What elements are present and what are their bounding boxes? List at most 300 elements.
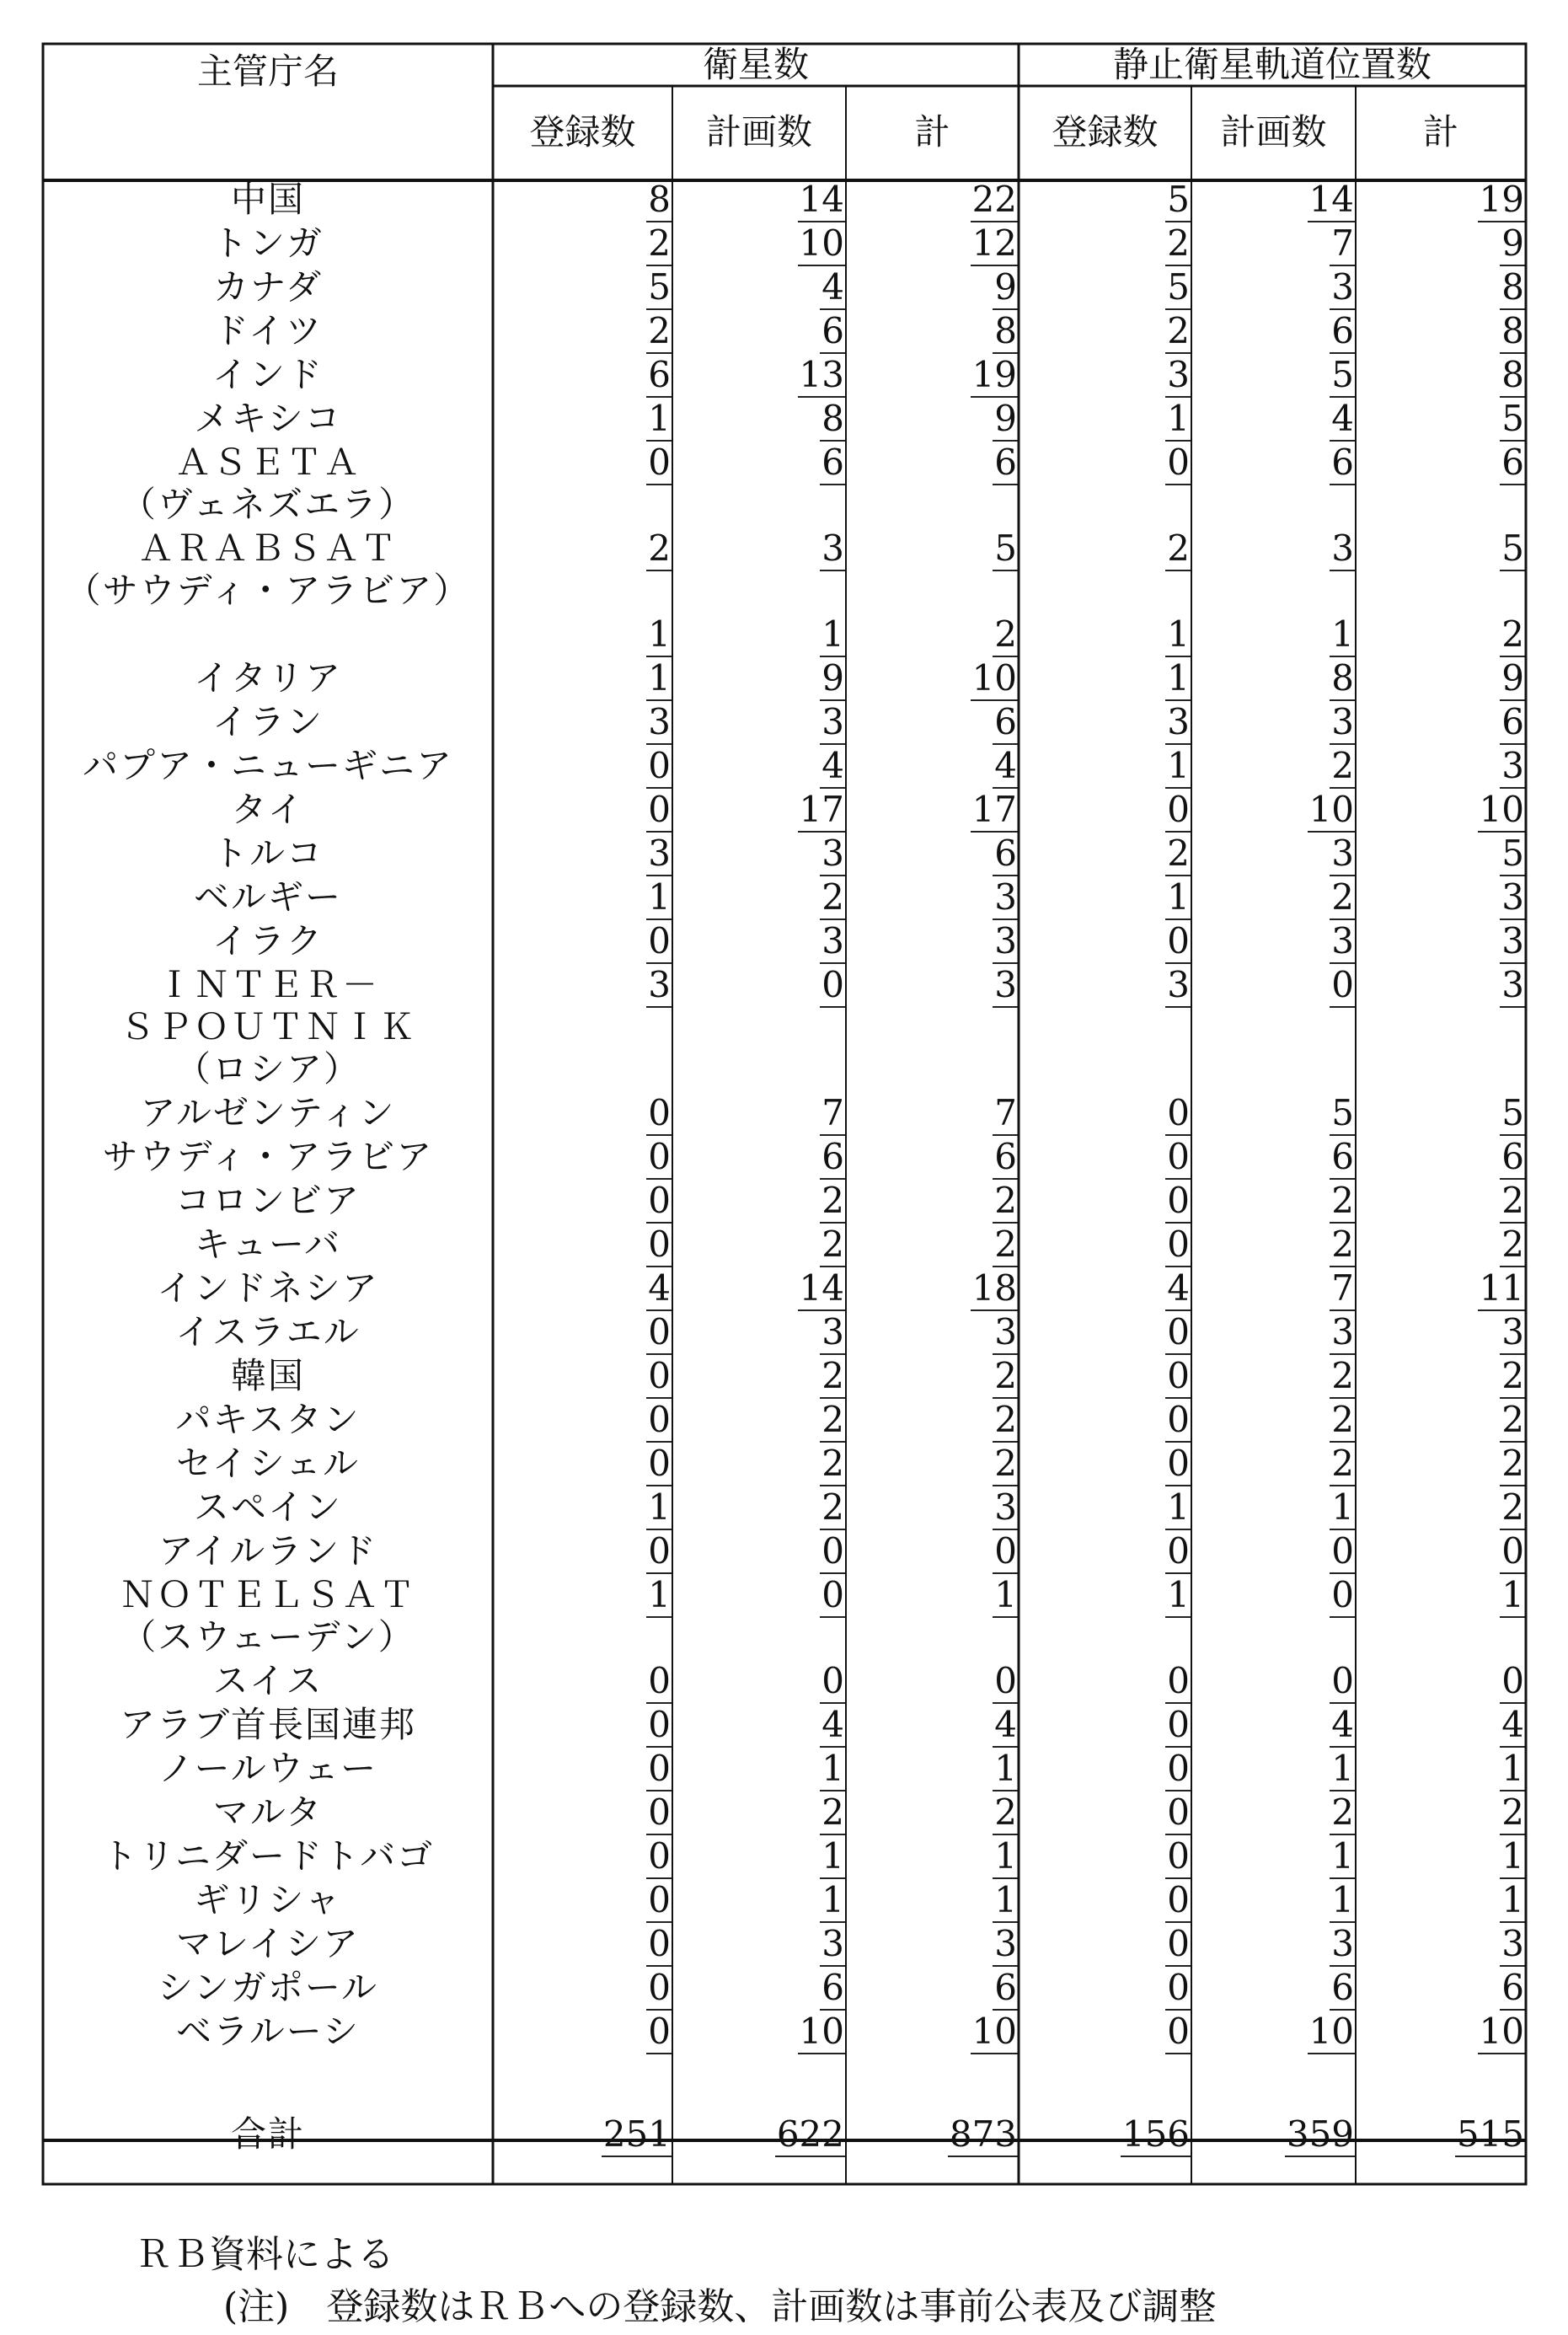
value-sat-planned: 1 xyxy=(820,1879,846,1923)
cell-geo-total xyxy=(1356,745,1526,789)
admin-name: パプア・ニューギニア xyxy=(82,745,453,786)
cell-geo-total xyxy=(1356,1092,1526,1136)
cell-sat-registered xyxy=(493,528,672,613)
table-row xyxy=(43,745,1526,789)
value-geo-total: 3 xyxy=(1500,920,1526,964)
cell-sat-registered xyxy=(493,964,672,1092)
value-sat-planned: 3 xyxy=(820,920,846,964)
value-sat-total: 22 xyxy=(971,179,1019,222)
value-sat-registered: 2 xyxy=(646,528,672,571)
value-sat-registered: 0 xyxy=(646,1879,672,1923)
value-sat-total: 2 xyxy=(993,1399,1019,1443)
value-sat-registered: 3 xyxy=(646,833,672,876)
value-geo-planned: 2 xyxy=(1330,1224,1356,1267)
value-sat-registered: 0 xyxy=(646,1092,672,1136)
cell-sat-total xyxy=(846,1530,1019,1574)
value-sat-total: 1 xyxy=(993,1574,1019,1618)
cell-sat-planned xyxy=(672,1660,846,1704)
cell-geo-registered xyxy=(1019,398,1191,442)
value-geo-total: 6 xyxy=(1500,1967,1526,2011)
cell-geo-registered xyxy=(1019,745,1191,789)
value-geo-total: 5 xyxy=(1500,528,1526,571)
cell-geo-total xyxy=(1356,179,1526,222)
cell-sat-registered xyxy=(493,745,672,789)
cell-geo-registered xyxy=(1019,1530,1191,1574)
value-sat-planned: 4 xyxy=(820,1704,846,1748)
table-row xyxy=(43,1092,1526,1136)
table-row xyxy=(43,310,1526,354)
value-geo-registered: 0 xyxy=(1165,1660,1191,1704)
value-sat-planned: 2 xyxy=(820,1443,846,1486)
table-row xyxy=(43,1267,1526,1311)
value-geo-planned: 6 xyxy=(1330,1967,1356,2011)
spacer-row xyxy=(43,2054,1526,2113)
header-geo-positions: 静止衛星軌道位置数 xyxy=(1113,44,1432,85)
table-row xyxy=(43,442,1526,528)
cell-geo-registered xyxy=(1019,266,1191,310)
cell-geo-planned xyxy=(1191,354,1356,398)
value-sat-planned: 10 xyxy=(798,222,846,266)
value-sat-planned: 1 xyxy=(820,1748,846,1791)
admin-name: ベルギー xyxy=(193,876,342,918)
cell-sat-planned xyxy=(672,1136,846,1180)
cell-sat-registered xyxy=(493,1136,672,1180)
cell-sat-total xyxy=(846,1660,1019,1704)
admin-name: シンガポール xyxy=(157,1967,379,2008)
cell-sat-planned xyxy=(672,310,846,354)
value-geo-registered: 0 xyxy=(1165,1399,1191,1443)
table-row xyxy=(43,833,1526,876)
value-sat-registered: 0 xyxy=(646,1224,672,1267)
empty-cell xyxy=(1019,2054,1191,2113)
value-geo-planned: 0 xyxy=(1330,964,1356,1008)
admin-name: スイス xyxy=(212,1660,324,1701)
table-row xyxy=(43,1748,1526,1791)
table-row xyxy=(43,1791,1526,1835)
cell-sat-registered xyxy=(493,1224,672,1267)
admin-name: マレイシア xyxy=(176,1923,360,1964)
value-geo-registered: 0 xyxy=(1165,1967,1191,2011)
value-sat-planned: 13 xyxy=(798,354,846,398)
value-sat-registered: 0 xyxy=(646,1748,672,1791)
value-geo-total: 4 xyxy=(1500,1704,1526,1748)
cell-sat-total xyxy=(846,964,1019,1092)
value-sat-total: 8 xyxy=(993,310,1019,354)
value-geo-total: 1 xyxy=(1500,1748,1526,1791)
cell-geo-registered xyxy=(1019,1224,1191,1267)
cell-geo-total xyxy=(1356,964,1526,1092)
header-admin: 主管庁名 xyxy=(196,51,339,92)
cell-geo-planned xyxy=(1191,1136,1356,1180)
cell-geo-registered xyxy=(1019,613,1191,657)
value-geo-planned: 3 xyxy=(1330,1923,1356,1967)
table-row xyxy=(43,964,1526,1092)
value-geo-planned: 8 xyxy=(1330,657,1356,701)
admin-name: アイルランド xyxy=(158,1530,378,1572)
cell-geo-total xyxy=(1356,1835,1526,1879)
value-sat-total: 2 xyxy=(993,1180,1019,1224)
value-geo-planned: 4 xyxy=(1330,398,1356,442)
value-geo-planned: 1 xyxy=(1330,1879,1356,1923)
value-geo-planned: 6 xyxy=(1330,442,1356,485)
value-sat-planned: 1 xyxy=(820,613,846,657)
cell-sat-planned xyxy=(672,657,846,701)
value-sat-planned: 14 xyxy=(798,179,846,222)
value-sat-registered: 251 xyxy=(602,2113,672,2157)
value-geo-total: 3 xyxy=(1500,876,1526,920)
cell-sat-total xyxy=(846,1092,1019,1136)
value-geo-registered: 5 xyxy=(1165,266,1191,310)
cell-sat-registered xyxy=(493,2011,672,2054)
value-geo-planned: 0 xyxy=(1330,1530,1356,1574)
cell-geo-planned xyxy=(1191,1443,1356,1486)
value-geo-total: 515 xyxy=(1455,2113,1526,2157)
cell-sat-planned xyxy=(672,1267,846,1311)
value-geo-total: 2 xyxy=(1500,1180,1526,1224)
value-sat-total: 6 xyxy=(993,442,1019,485)
value-sat-total: 6 xyxy=(993,1136,1019,1180)
value-geo-total: 3 xyxy=(1500,745,1526,789)
cell-sat-total xyxy=(846,1967,1019,2011)
cell-sat-registered xyxy=(493,398,672,442)
value-geo-planned: 2 xyxy=(1330,745,1356,789)
cell-geo-planned xyxy=(1191,442,1356,528)
cell-sat-total xyxy=(846,1704,1019,1748)
admin-name: インド xyxy=(211,354,324,395)
cell-geo-registered xyxy=(1019,701,1191,745)
value-geo-registered: 1 xyxy=(1165,613,1191,657)
cell-sat-planned xyxy=(672,266,846,310)
value-sat-planned: 3 xyxy=(820,1311,846,1355)
value-sat-total: 3 xyxy=(993,1311,1019,1355)
value-geo-planned: 2 xyxy=(1330,1443,1356,1486)
cell-geo-registered xyxy=(1019,789,1191,833)
value-geo-planned: 4 xyxy=(1330,1704,1356,1748)
cell-sat-planned xyxy=(672,964,846,1092)
table-row xyxy=(43,1530,1526,1574)
table-row xyxy=(43,2011,1526,2054)
cell-geo-registered xyxy=(1019,1574,1191,1660)
cell-geo-registered xyxy=(1019,354,1191,398)
cell-sat-total xyxy=(846,1748,1019,1791)
cell-geo-total xyxy=(1356,266,1526,310)
value-geo-registered: 0 xyxy=(1165,442,1191,485)
table-row xyxy=(43,1486,1526,1530)
value-sat-registered: 0 xyxy=(646,1791,672,1835)
value-geo-registered: 1 xyxy=(1165,1486,1191,1530)
value-geo-total: 2 xyxy=(1500,613,1526,657)
value-sat-planned: 2 xyxy=(820,1355,846,1399)
cell-geo-total xyxy=(1356,2113,1526,2157)
value-sat-total: 3 xyxy=(993,964,1019,1008)
cell-sat-total xyxy=(846,833,1019,876)
value-geo-total: 8 xyxy=(1500,354,1526,398)
admin-name: イタリア xyxy=(193,657,342,699)
value-geo-registered: 0 xyxy=(1165,1092,1191,1136)
admin-name: ギリシャ xyxy=(194,1879,342,1920)
value-geo-registered: 0 xyxy=(1165,1791,1191,1835)
value-sat-total: 3 xyxy=(993,876,1019,920)
cell-sat-registered xyxy=(493,1443,672,1486)
value-sat-planned: 2 xyxy=(820,1486,846,1530)
table-row xyxy=(43,528,1526,613)
value-sat-total: 0 xyxy=(993,1530,1019,1574)
value-geo-registered: 3 xyxy=(1165,701,1191,745)
cell-sat-total xyxy=(846,613,1019,657)
value-sat-total: 3 xyxy=(993,920,1019,964)
cell-sat-planned xyxy=(672,222,846,266)
value-geo-registered: 1 xyxy=(1165,876,1191,920)
cell-sat-registered xyxy=(493,833,672,876)
value-sat-planned: 0 xyxy=(820,1530,846,1574)
table-row xyxy=(43,1443,1526,1486)
cell-geo-registered xyxy=(1019,1443,1191,1486)
cell-geo-registered xyxy=(1019,1399,1191,1443)
value-sat-planned: 8 xyxy=(820,398,846,442)
value-sat-total: 12 xyxy=(971,222,1019,266)
table-row xyxy=(43,1136,1526,1180)
value-sat-planned: 2 xyxy=(820,1224,846,1267)
value-sat-registered: 8 xyxy=(646,179,672,222)
cell-geo-planned xyxy=(1191,310,1356,354)
value-geo-registered: 0 xyxy=(1165,1748,1191,1791)
cell-sat-total xyxy=(846,1267,1019,1311)
table-row xyxy=(43,1574,1526,1660)
cell-geo-planned xyxy=(1191,1574,1356,1660)
cell-sat-planned xyxy=(672,1704,846,1748)
cell-geo-registered xyxy=(1019,1748,1191,1791)
value-sat-planned: 6 xyxy=(820,310,846,354)
cell-geo-registered xyxy=(1019,876,1191,920)
cell-geo-planned xyxy=(1191,1967,1356,2011)
admin-name: ＮＯＴＥＬＳＡＴ （スウェーデン） xyxy=(119,1574,416,1658)
value-geo-planned: 3 xyxy=(1330,266,1356,310)
value-geo-total: 2 xyxy=(1500,1443,1526,1486)
cell-geo-planned xyxy=(1191,266,1356,310)
cell-sat-registered xyxy=(493,1835,672,1879)
value-geo-registered: 0 xyxy=(1165,920,1191,964)
cell-geo-planned xyxy=(1191,222,1356,266)
cell-geo-registered xyxy=(1019,1311,1191,1355)
cell-geo-total xyxy=(1356,613,1526,657)
cell-geo-total xyxy=(1356,1530,1526,1574)
table-row xyxy=(43,354,1526,398)
value-sat-registered: 0 xyxy=(646,1835,672,1879)
admin-name: ドイツ xyxy=(213,310,323,351)
value-sat-planned: 7 xyxy=(820,1092,846,1136)
value-sat-planned: 6 xyxy=(820,442,846,485)
admin-name: ＩＮＴＥＲ－ ＳＰＯＵＴＮＩＫ （ロシア） xyxy=(119,964,416,1090)
cell-sat-registered xyxy=(493,1180,672,1224)
cell-geo-total xyxy=(1356,876,1526,920)
admin-name: スペイン xyxy=(193,1486,342,1528)
cell-sat-registered xyxy=(493,1660,672,1704)
cell-sat-total xyxy=(846,442,1019,528)
cell-geo-total xyxy=(1356,442,1526,528)
admin-name: キューバ xyxy=(195,1224,341,1265)
cell-geo-total xyxy=(1356,1748,1526,1791)
value-geo-planned: 10 xyxy=(1308,2011,1356,2054)
cell-sat-total xyxy=(846,179,1019,222)
value-sat-total: 18 xyxy=(971,1267,1019,1311)
value-geo-planned: 6 xyxy=(1330,310,1356,354)
value-sat-registered: 0 xyxy=(646,1967,672,2011)
value-sat-total: 2 xyxy=(993,613,1019,657)
cell-sat-registered xyxy=(493,1092,672,1136)
cell-geo-planned xyxy=(1191,1704,1356,1748)
cell-sat-registered xyxy=(493,657,672,701)
cell-geo-planned xyxy=(1191,2113,1356,2157)
value-geo-registered: 1 xyxy=(1165,745,1191,789)
value-geo-total: 11 xyxy=(1478,1267,1526,1311)
cell-geo-planned xyxy=(1191,613,1356,657)
table-row xyxy=(43,1355,1526,1399)
value-geo-registered: 0 xyxy=(1165,1355,1191,1399)
cell-geo-total xyxy=(1356,1879,1526,1923)
cell-geo-total xyxy=(1356,1224,1526,1267)
cell-geo-registered xyxy=(1019,2011,1191,2054)
cell-sat-total xyxy=(846,1486,1019,1530)
table-row xyxy=(43,1704,1526,1748)
cell-sat-registered xyxy=(493,179,672,222)
value-sat-total: 2 xyxy=(993,1791,1019,1835)
value-sat-total: 1 xyxy=(993,1748,1019,1791)
cell-sat-planned xyxy=(672,789,846,833)
value-sat-registered: 3 xyxy=(646,701,672,745)
value-geo-total: 2 xyxy=(1500,1791,1526,1835)
cell-sat-registered xyxy=(493,1267,672,1311)
cell-sat-total xyxy=(846,1923,1019,1967)
cell-sat-planned xyxy=(672,1224,846,1267)
cell-geo-planned xyxy=(1191,1530,1356,1574)
admin-name: マルタ xyxy=(212,1791,324,1833)
cell-geo-planned xyxy=(1191,1355,1356,1399)
value-geo-planned: 2 xyxy=(1330,1355,1356,1399)
value-sat-planned: 3 xyxy=(820,1923,846,1967)
cell-geo-total xyxy=(1356,1136,1526,1180)
header-sat-total: 計 xyxy=(914,111,950,153)
admin-name: コロンビア xyxy=(174,1180,361,1221)
value-geo-registered: 2 xyxy=(1165,528,1191,571)
value-sat-registered: 0 xyxy=(646,1530,672,1574)
cell-sat-registered xyxy=(493,354,672,398)
value-sat-registered: 6 xyxy=(646,354,672,398)
table-row xyxy=(43,1879,1526,1923)
value-geo-total: 10 xyxy=(1478,789,1526,833)
value-geo-planned: 3 xyxy=(1330,1311,1356,1355)
cell-sat-registered xyxy=(493,222,672,266)
cell-geo-planned xyxy=(1191,1791,1356,1835)
value-geo-total: 0 xyxy=(1500,1530,1526,1574)
value-sat-planned: 3 xyxy=(820,833,846,876)
value-sat-total: 3 xyxy=(993,1486,1019,1530)
value-geo-total: 9 xyxy=(1500,657,1526,701)
cell-sat-registered xyxy=(493,1967,672,2011)
cell-geo-registered xyxy=(1019,1486,1191,1530)
table-row xyxy=(43,920,1526,964)
cell-sat-total xyxy=(846,1136,1019,1180)
value-geo-total: 3 xyxy=(1500,1923,1526,1967)
value-sat-planned: 2 xyxy=(820,876,846,920)
cell-geo-registered xyxy=(1019,1704,1191,1748)
value-sat-total: 6 xyxy=(993,1967,1019,2011)
cell-geo-registered xyxy=(1019,1136,1191,1180)
value-sat-planned: 6 xyxy=(820,1967,846,2011)
empty-cell xyxy=(43,2054,493,2113)
header-sat-planned: 計画数 xyxy=(705,111,812,153)
value-sat-registered: 1 xyxy=(646,398,672,442)
admin-name: トンガ xyxy=(211,222,324,264)
admin-name: イラク xyxy=(211,920,324,961)
cell-geo-registered xyxy=(1019,920,1191,964)
value-sat-total: 2 xyxy=(993,1355,1019,1399)
admin-name: アラブ首長国連邦 xyxy=(119,1704,416,1745)
value-sat-registered: 0 xyxy=(646,1355,672,1399)
cell-sat-registered xyxy=(493,789,672,833)
value-sat-registered: 0 xyxy=(646,1180,672,1224)
notes xyxy=(135,2229,1216,2333)
value-sat-planned: 17 xyxy=(798,789,846,833)
value-geo-planned: 7 xyxy=(1330,1267,1356,1311)
cell-geo-total xyxy=(1356,528,1526,613)
value-geo-planned: 14 xyxy=(1308,179,1356,222)
value-geo-registered: 2 xyxy=(1165,833,1191,876)
cell-sat-planned xyxy=(672,442,846,528)
value-geo-total: 0 xyxy=(1500,1660,1526,1704)
value-geo-registered: 0 xyxy=(1165,1443,1191,1486)
cell-sat-planned xyxy=(672,1923,846,1967)
table-body xyxy=(43,179,1526,2157)
cell-geo-total xyxy=(1356,1267,1526,1311)
cell-sat-total xyxy=(846,1355,1019,1399)
value-sat-total: 3 xyxy=(993,1923,1019,1967)
cell-sat-total xyxy=(846,701,1019,745)
admin-name: ＡＲＡＢＳＡＴ （サウディ・アラビア） xyxy=(65,528,471,611)
value-geo-total: 1 xyxy=(1500,1574,1526,1618)
header-sat-registered: 登録数 xyxy=(529,111,636,153)
value-sat-registered: 0 xyxy=(646,1704,672,1748)
value-geo-total: 6 xyxy=(1500,1136,1526,1180)
cell-geo-registered xyxy=(1019,1092,1191,1136)
value-geo-total: 2 xyxy=(1500,1399,1526,1443)
value-sat-planned: 0 xyxy=(820,1574,846,1618)
value-sat-total: 6 xyxy=(993,833,1019,876)
value-sat-total: 10 xyxy=(971,2011,1019,2054)
cell-geo-planned xyxy=(1191,1879,1356,1923)
cell-geo-total xyxy=(1356,1180,1526,1224)
empty-cell xyxy=(1191,2054,1356,2113)
value-geo-registered: 2 xyxy=(1165,310,1191,354)
cell-sat-planned xyxy=(672,1879,846,1923)
total-row xyxy=(43,2113,1526,2157)
cell-geo-registered xyxy=(1019,1355,1191,1399)
cell-sat-total xyxy=(846,310,1019,354)
cell-geo-planned xyxy=(1191,1224,1356,1267)
cell-geo-planned xyxy=(1191,179,1356,222)
value-geo-planned: 5 xyxy=(1330,354,1356,398)
value-geo-registered: 0 xyxy=(1165,2011,1191,2054)
value-sat-total: 4 xyxy=(993,1704,1019,1748)
empty-cell xyxy=(846,2054,1019,2113)
cell-sat-total xyxy=(846,745,1019,789)
value-sat-registered: 4 xyxy=(646,1267,672,1311)
value-sat-planned: 0 xyxy=(820,1660,846,1704)
value-sat-planned: 2 xyxy=(820,1399,846,1443)
cell-sat-registered xyxy=(493,876,672,920)
cell-sat-registered xyxy=(493,1879,672,1923)
value-geo-total: 8 xyxy=(1500,266,1526,310)
cell-sat-registered xyxy=(493,613,672,657)
